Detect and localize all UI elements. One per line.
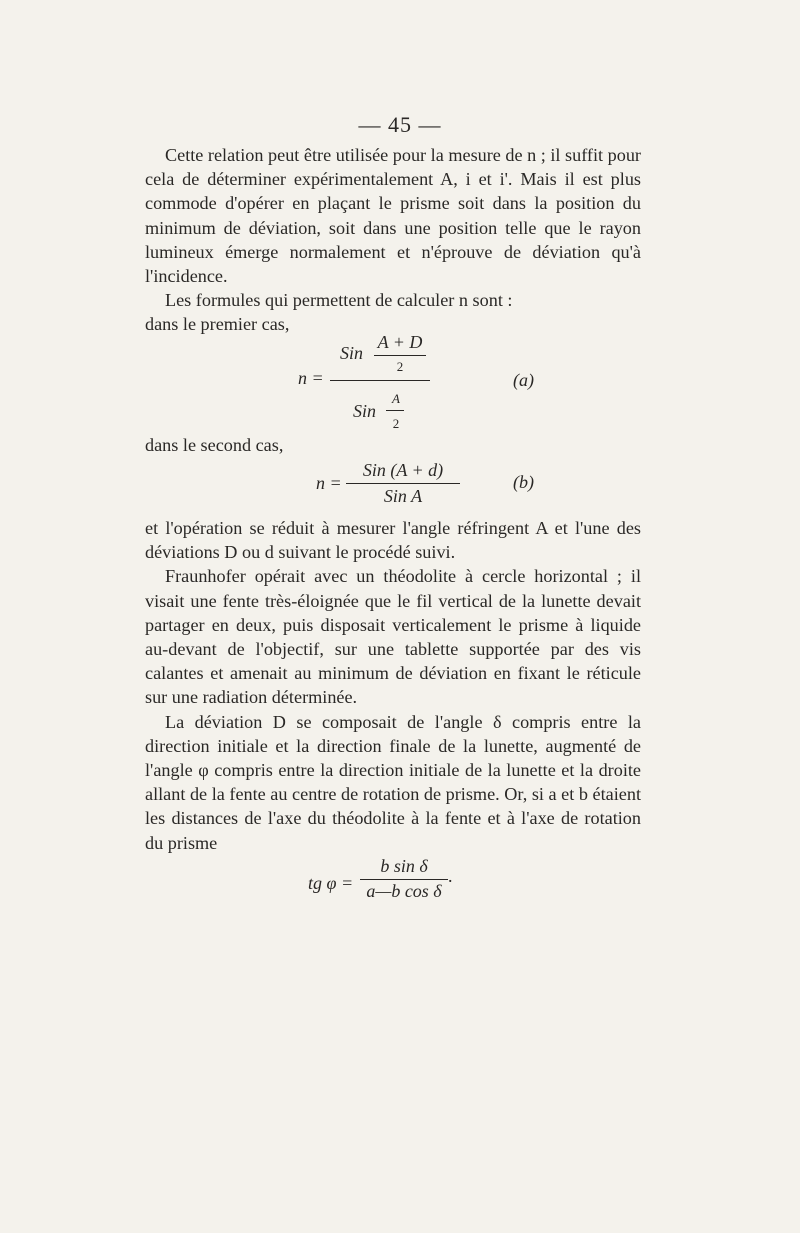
formula-a-num-inner-bar <box>374 355 426 356</box>
formula-a-num-bot: 2 <box>396 359 404 374</box>
formula-a-main-bar <box>330 380 430 381</box>
formula-c-lhs: tg φ = <box>308 873 354 893</box>
formula-b-num: Sin (A + d) <box>362 460 444 480</box>
text-block-mid <box>145 433 641 457</box>
formula-a-lhs: n = <box>298 368 324 388</box>
formula-c-bar <box>360 879 448 880</box>
formula-b-den: Sin A <box>383 486 423 506</box>
formula-a-den-bot: 2 <box>392 416 400 431</box>
page-number: — 45 — <box>358 112 442 137</box>
paragraph-1: Cette relation peut être utilisée pour la mesure de n ; il suffit pour cela de déterminer expérimentalement A, i et i'. Mais il est plus commode d'opérer en plaçant le prisme soit dans la position du minimum de déviation, soit dans une position telle que le rayon lumineux émerge normalement et n'éprouve de déviation qu'à l'incidence. <box>145 145 641 287</box>
paragraph-3: dans le second cas, <box>145 435 284 455</box>
paragraph-2: Les formules qui permettent de calculer n sont : <box>165 290 513 311</box>
paragraph-6: La déviation D se composait de l'angle δ compris entre la direction initiale et la direction finale de la lunette, augmenté de l'angle φ compris entre la direction initiale de la lunette et la droite allant de la fente au centre de rotation de prisme. Or, si a et b étaient les distances de l'axe du théodolite à la fente et à l'axe de rotation du prisme <box>145 711 641 853</box>
formula-a-num-sin: Sin <box>340 343 364 363</box>
text-block-bottom <box>145 516 641 855</box>
formula-b-lhs: n = <box>316 473 342 493</box>
formula-c-end: . <box>448 866 453 886</box>
formula-a-den-inner-bar <box>386 410 404 411</box>
formula-b-bar <box>346 483 460 484</box>
formula-a-num-top: A + D <box>377 332 423 352</box>
formula-b-tag: (b) <box>513 472 534 492</box>
formula-a-tag: (a) <box>513 370 534 390</box>
paragraph-2-cont: dans le premier cas, <box>145 314 290 335</box>
formula-c-den: a—b cos δ <box>366 881 442 901</box>
formula-a-den-top: A <box>392 391 400 406</box>
paragraph-4: et l'opération se réduit à mesurer l'angle réfringent A et l'une des déviations D ou d suivant le procédé suivi. <box>145 518 641 563</box>
formula-a-den-sin: Sin <box>353 401 377 421</box>
formula-c-num: b sin δ <box>380 856 428 876</box>
text-block-top <box>145 143 641 337</box>
paragraph-5: Fraunhofer opérait avec un théodolite à cercle horizontal ; il visait une fente très-éloignée que le fil vertical de la lunette devait partager en deux, puis disposait verticalement le prisme à liquide au-devant de l'objectif, sur une tablette supportée par des vis calantes et amenait au minimum de déviation en fixant le réticule sur une radiation déterminée. <box>145 566 641 708</box>
